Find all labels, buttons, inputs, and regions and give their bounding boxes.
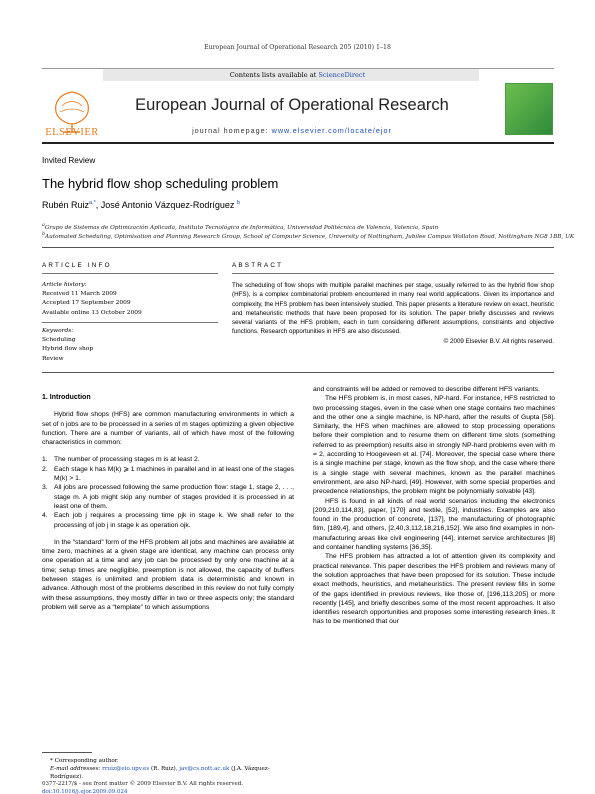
keyword: Scheduling: [42, 337, 76, 344]
list-item: 4. Each job j requires a processing time pjk in stage k. We shall refer to the processing of job j in stage k as operation ojk.: [42, 512, 294, 529]
page-footer: [42, 780, 243, 794]
section-divider: [42, 247, 554, 248]
contents-line: [0, 72, 595, 80]
abstract: [232, 281, 554, 346]
body-paragraph: Hybrid flow shops (HFS) are common manufacturing environments in which a set of n jobs are to be processed in a series of m stages optimizing a given objective function. There are a number of variants, all of which have most of the following characteristics in common:: [42, 411, 294, 447]
received-date: Received 11 March 2009: [42, 291, 117, 298]
sciencedirect-link[interactable]: ScienceDirect: [318, 71, 366, 79]
journal-title: European Journal of Operational Research: [135, 96, 449, 114]
keywords-rule: [42, 322, 218, 323]
author-list: [42, 200, 240, 211]
characteristics-list: [42, 455, 294, 529]
list-item: 3. All jobs are processed following the same production flow: stage 1, stage 2, . . ., stage m. A job might skip any number of stages provided it is processed in at least one of them.: [42, 484, 294, 510]
body-right-column: [313, 385, 555, 627]
email-addresses: E-mail addresses: rruiz@eio.upv.es (R. Ruiz), jav@cs.nott.ac.uk (J.A. Vázquez-Rodríguez).: [50, 766, 270, 780]
homepage-link[interactable]: www.elsevier.com/locate/ejor: [271, 126, 392, 135]
affiliation: $^a$Grupo de Sistemas de Optimización Aplicada, Instituto Tecnológico de Informática, Universidad Politécnica de Valencia, Valencia, Spain: [42, 223, 439, 231]
accepted-date: Accepted 17 September 2009: [42, 300, 131, 307]
body-paragraph: and constraints will be added or removed to describe different HFS variants.: [313, 386, 540, 393]
author-name: Rubén Ruiz: [42, 200, 90, 210]
body-paragraph: The HFS problem has attracted a lot of attention given its complexity and practical relevance. This paper describes the HFS problem and reviews many of the solution approaches that have been proposed for its solution. These include exact methods, heuristics, and metaheuristics. The present review fills in some of the gaps identified in previous reviews, like those of, [196,113,205] or more recently [145], and briefly describes some of the most recent approaches. It also identifies research opportunities and proposes some interesting research lines. It has to be mentioned that our: [313, 553, 555, 626]
history-label: Article history:: [42, 282, 87, 288]
article-info-rule: [42, 273, 218, 274]
footnote-rule: [42, 752, 92, 753]
issn-line: 0377-2217/$ - see front matter © 2009 Elsevier B.V. All rights reserved.: [42, 781, 243, 787]
keyword: Review: [42, 355, 64, 362]
author-affiliation-marker[interactable]: a,*: [89, 200, 96, 206]
section-divider: [42, 372, 554, 373]
body-paragraph: HFS is found in all kinds of real world scenarios including the electronics [209,210,114,83], paper, [170] and textile, [52], industries. Examples are also found in the production of concrete, [137], the manufacturing of photographic film, [189,4], and others, [2,40,3,112,18,216,152]. We also find examples in non-manufacturing areas like civil engineering [44], internet service architectures [8] and container handling systems [36,35].: [313, 497, 555, 552]
keywords-label: Keywords:: [42, 328, 74, 334]
abstract-rule: [232, 273, 554, 274]
doi-link[interactable]: doi:10.1016/j.ejor.2009.09.024: [42, 789, 128, 794]
keyword: Hybrid flow shop: [42, 346, 94, 353]
paper-title: The hybrid flow shop scheduling problem: [42, 176, 279, 191]
article-info-heading: ARTICLE INFO: [42, 262, 112, 269]
list-item: 1. The number of processing stages m is at least 2.: [42, 456, 200, 464]
online-date: Available online 13 October 2009: [42, 309, 142, 316]
copyright: © 2009 Elsevier B.V. All rights reserved.: [443, 337, 554, 345]
author-affiliation-marker[interactable]: b: [236, 200, 240, 206]
homepage-prefix: journal homepage:: [192, 126, 272, 135]
author-separator: ,: [95, 200, 101, 210]
contents-prefix: Contents lists available at: [229, 71, 319, 79]
keywords: [42, 327, 218, 364]
abstract-heading: ABSTRACT: [232, 262, 284, 269]
elsevier-wordmark: ELSEVIER: [45, 127, 99, 138]
body-paragraph: The HFS problem is, in most cases, NP-hard. For instance, HFS restricted to two processing stages, even in the case when one stage contains two machines and the other one a single machine, is NP-hard, after the results of Gupta [58]. Similarly, the HFS when machines are allowed to stop processing operations before their completion and to resume them on different time slots (something referred to as preemption) results also in strongly NP-hard problems even with m = 2, according to Hoogeveen et al. [74]. Moreover, the special case where there is a single machine per stage, known as the flow shop, and the case where there is a single stage with several machines, known as the parallel machines environment, are also NP-hard, [49]. However, with some special properties and precedence relationships, the problem might be polynomially solvable [43].: [313, 395, 555, 496]
article-history: [42, 281, 218, 318]
email-link[interactable]: rruiz@eio.upv.es: [102, 766, 150, 772]
journal-homepage: [104, 127, 480, 136]
email-link[interactable]: jav@cs.nott.ac.uk: [179, 766, 230, 772]
journal-cover-thumbnail: [505, 83, 553, 135]
affiliation: $^b$Automated Scheduling, Optimisation and Planning Research Group, School of Computer Science, University of Nottingham, Jubilee Campus Wollaton Road, Nottingham NG8 1BB, UK: [42, 232, 575, 240]
author-name: José Antonio Vázquez-Rodríguez: [100, 200, 235, 210]
body-left-column: [42, 393, 294, 612]
journal-citation: European Journal of Operational Research 205 (2010) 1–18: [204, 44, 391, 51]
corresponding-author-note: * Corresponding author.: [50, 758, 119, 764]
header-rule: [42, 142, 554, 144]
section-heading: 1. Introduction: [42, 394, 91, 401]
footnote: [42, 757, 294, 781]
body-paragraph: In the “standard” form of the HFS problem all jobs and machines are available at time zero, machines at a given stage are identical, any machine can process only one operation at a time and any job can be processed by only one machine at a time; setup times are negligible, preemption is not allowed, the capacity of buffers between stages is unlimited and problem data is deterministic and known in advance. Although most of the problems described in this review do not fully comply with these assumptions, they mostly differ in two or three aspects only; the standard problem will serve as a “template” to which assumptions: [42, 538, 294, 611]
article-type: Invited Review: [42, 156, 96, 165]
list-item: 2. Each stage k has M(k) ⩾ 1 machines in parallel and in at least one of the stages M(k) > 1.: [42, 465, 294, 483]
abstract-text: The scheduling of flow shops with multiple parallel machines per stage, usually referred to as the hybrid flow shop (HFS), is a complex combinatorial problem encountered in many real world applications. Given its importance and complexity, the HFS problem has been intensively studied. This paper presents a literature review on exact, heuristic and metaheuristic methods that have been proposed for its solution. The paper briefly discusses and reviews several variants of the HFS problem, each in turn considering different assumptions, constraints and objective functions. Research opportunities in HFS are also discussed.: [232, 282, 554, 336]
